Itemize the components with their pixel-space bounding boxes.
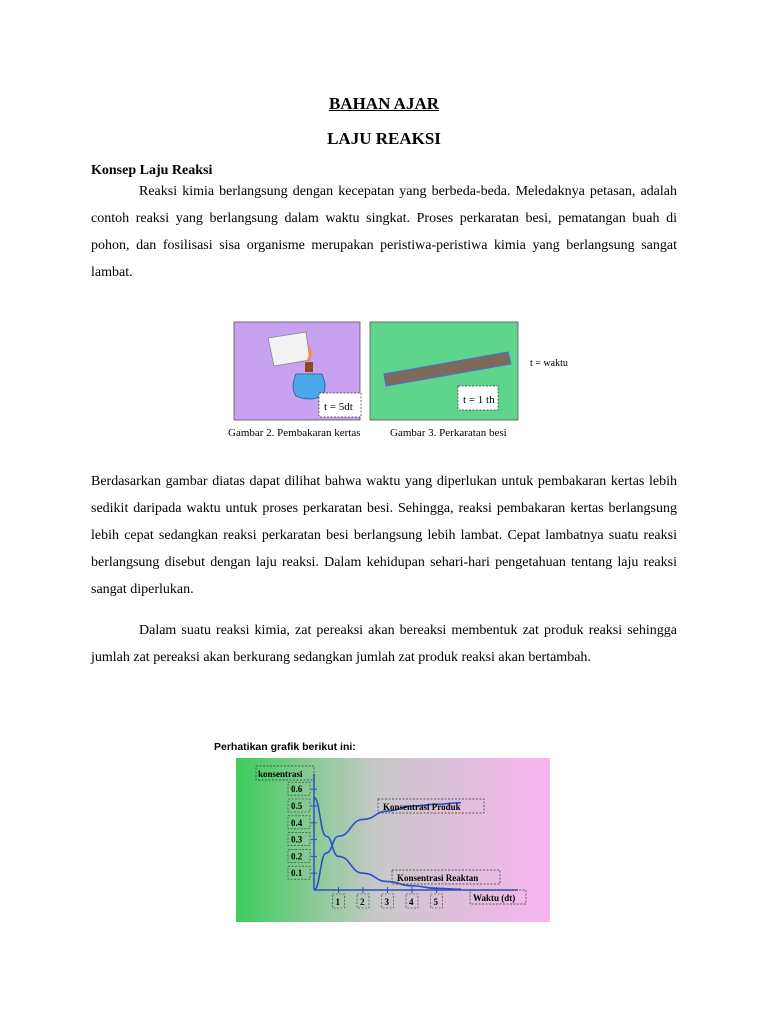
figure-caption-left: Gambar 2. Pembakaran kertas <box>228 427 361 439</box>
x-tick-label: 2 <box>360 897 365 907</box>
y-tick-label: 0.4 <box>291 817 303 828</box>
figure-caption-right: Gambar 3. Perkaratan besi <box>390 427 507 439</box>
y-tick-label: 0.1 <box>291 868 303 879</box>
y-axis-label: konsentrasi <box>258 769 303 779</box>
document-title: BAHAN AJAR <box>328 94 440 113</box>
paragraph-intro: Reaksi kimia berlangsung dengan kecepatan yang berbeda-beda. Meledaknya petasan, adalah contoh reaksi yang berlangsung dalam waktu singkat. Proses perkaratan besi, pematangan buah di pohon, dan fosilisasi sisa organisme merupakan peristiwa-peristiwa kimia yang berlangsung sangat lambat. <box>91 184 677 280</box>
paper-burning-figure <box>234 322 361 420</box>
time-label-left: t = 5dt <box>324 401 353 413</box>
x-tick-label: 3 <box>384 897 389 907</box>
reaction-figures <box>228 316 588 446</box>
paragraph-reaction: Dalam suatu reaksi kimia, zat pereaksi akan bereaksi membentuk zat produk reaksi sehingga jumlah zat pereaksi akan berkurang sedangkan jumlah zat produk reaksi akan bertambah. <box>91 623 677 665</box>
document-subtitle: LAJU REAKSI <box>327 129 441 148</box>
section-heading: Konsep Laju Reaksi <box>91 163 213 178</box>
legend-reaktan: Konsentrasi Reaktan <box>397 873 479 883</box>
x-tick-label: 1 <box>335 897 340 907</box>
legend-produk: Konsentrasi Produk <box>383 802 461 812</box>
y-tick-label: 0.2 <box>291 851 303 862</box>
y-tick-label: 0.5 <box>291 801 303 811</box>
iron-rusting-figure <box>370 322 518 420</box>
chart-heading: Perhatikan grafik berikut ini: <box>214 741 356 753</box>
burner-neck <box>305 362 313 372</box>
paper-sheet <box>268 332 310 366</box>
y-tick-label: 0.3 <box>291 834 303 845</box>
concentration-chart <box>236 758 550 922</box>
time-definition-note: t = waktu <box>530 358 568 369</box>
x-axis-label: Waktu (dt) <box>473 893 516 903</box>
x-tick-label: 5 <box>433 897 438 907</box>
x-tick-label: 4 <box>409 897 414 907</box>
time-label-right: t = 1 th <box>463 394 495 406</box>
y-tick-label: 0.6 <box>291 784 303 795</box>
paragraph-explanation: Berdasarkan gambar diatas dapat dilihat bahwa waktu yang diperlukan untuk pembakaran kertas lebih sedikit daripada waktu untuk proses perkaratan besi. Sehingga, reaksi pembakaran kertas berlangsung lebih cepat sedangkan reaksi perkaratan besi berlangsung lebih lambat. Cepat lambatnya suatu reaksi berlangsung disebut dengan laju reaksi. Dalam kehidupan sehari-hari pengetahuan tentang laju reaksi sangat diperlukan. <box>91 474 677 597</box>
